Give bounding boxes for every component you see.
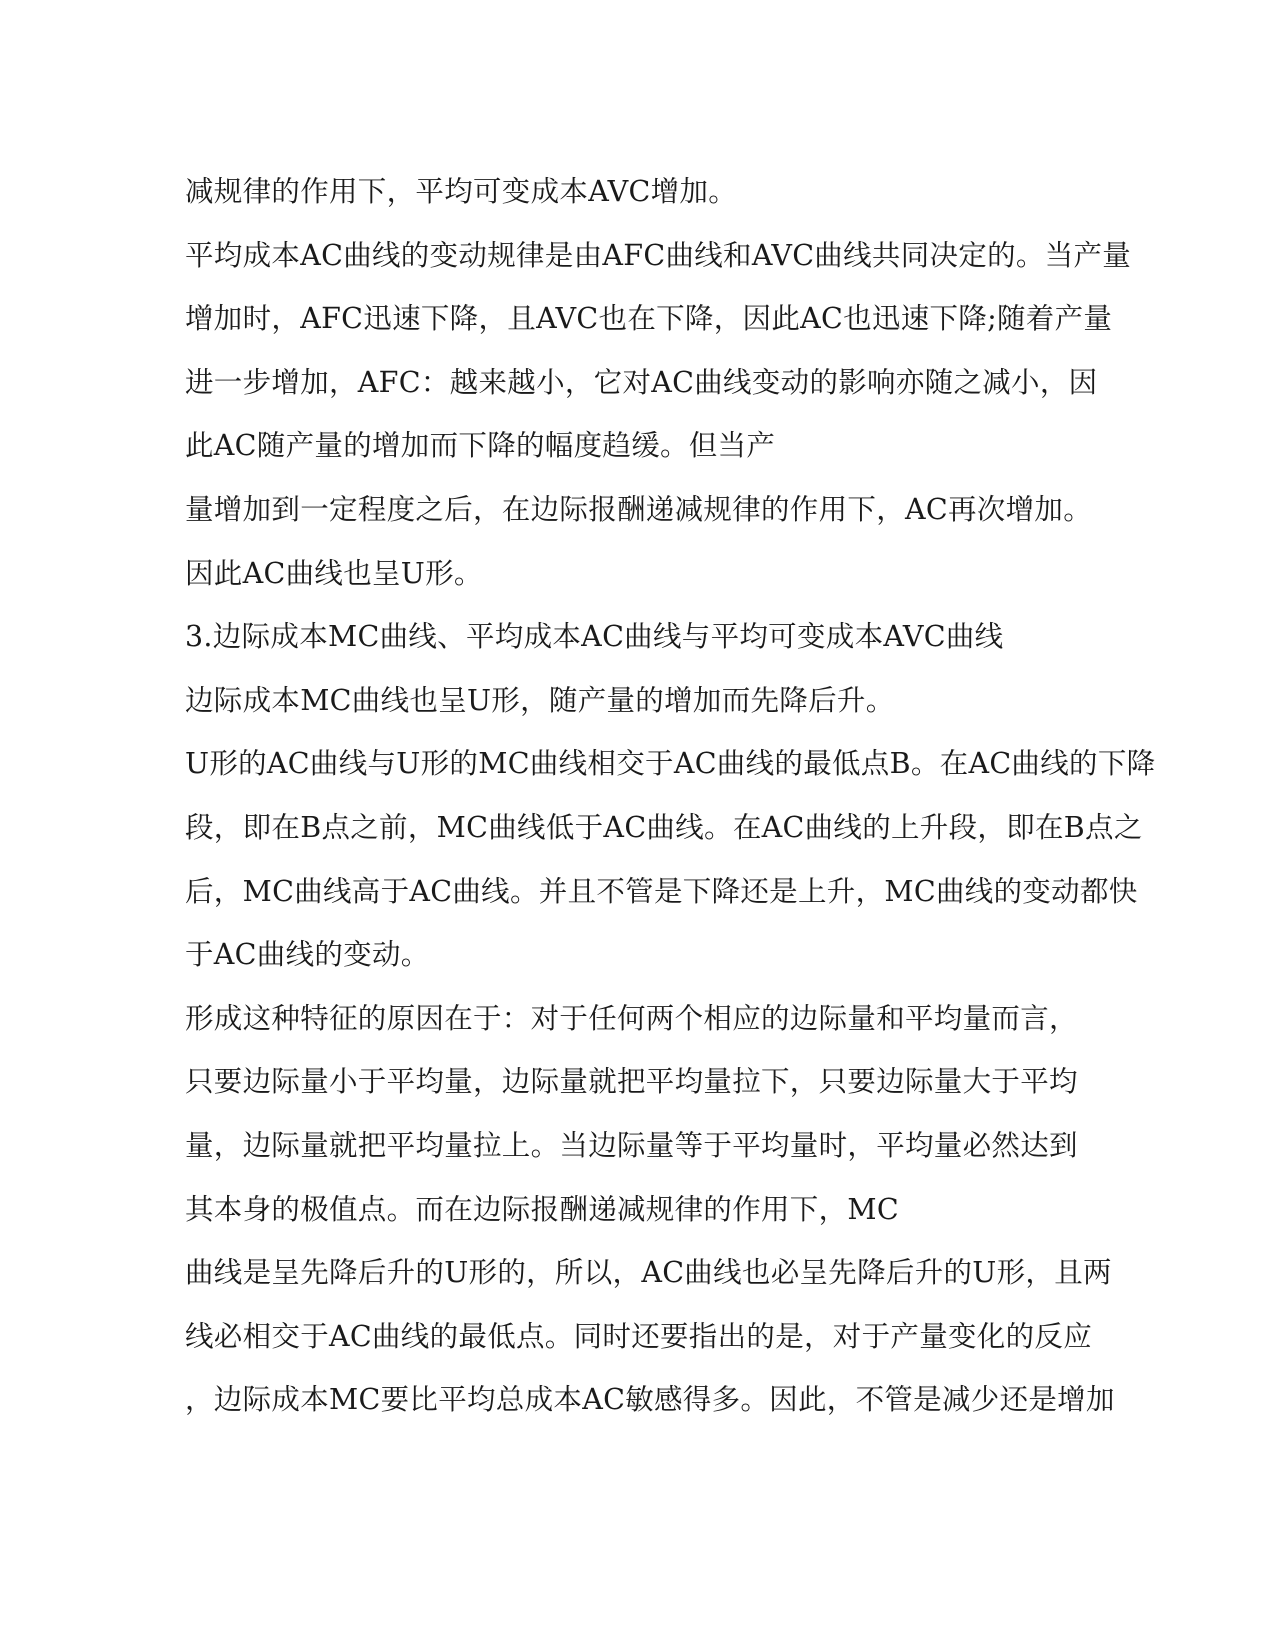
text-line: 曲线是呈先降后升的U形的，所以，AC曲线也必呈先降后升的U形，且两 xyxy=(185,1256,1112,1290)
text-line: 此AC随产量的增加而下降的幅度趋缓。但当产 xyxy=(185,429,776,463)
text-line: 边际成本MC曲线也呈U形，随产量的增加而先降后升。 xyxy=(185,683,895,717)
text-line: 进一步增加，AFC：越来越小，它对AC曲线变动的影响亦随之减小，因 xyxy=(185,365,1098,399)
text-line: ，边际成本MC要比平均总成本AC敏感得多。因此，不管是减少还是增加 xyxy=(185,1383,1115,1417)
text-line: 后，MC曲线高于AC曲线。并且不管是下降还是上升，MC曲线的变动都快 xyxy=(185,874,1138,908)
section-heading: 3.边际成本MC曲线、平均成本AC曲线与平均可变成本AVC曲线 xyxy=(185,620,1004,654)
text-line: 于AC曲线的变动。 xyxy=(185,938,430,972)
text-line: 量增加到一定程度之后，在边际报酬递减规律的作用下，AC再次增加。 xyxy=(185,492,1092,526)
body-text xyxy=(185,160,1156,1432)
text-line: 平均成本AC曲线的变动规律是由AFC曲线和AVC曲线共同决定的。当产量 xyxy=(185,238,1132,272)
text-line: 量，边际量就把平均量拉上。当边际量等于平均量时，平均量必然达到 xyxy=(185,1128,1078,1162)
text-line: 段，即在B点之前，MC曲线低于AC曲线。在AC曲线的上升段，即在B点之 xyxy=(185,810,1143,844)
text-line: 因此AC曲线也呈U形。 xyxy=(185,556,483,590)
text-line: U形的AC曲线与U形的MC曲线相交于AC曲线的最低点B。在AC曲线的下降 xyxy=(185,747,1156,781)
text-line: 只要边际量小于平均量，边际量就把平均量拉下，只要边际量大于平均 xyxy=(185,1065,1078,1099)
text-line: 形成这种特征的原因在于：对于任何两个相应的边际量和平均量而言， xyxy=(185,1001,1078,1035)
text-line: 线必相交于AC曲线的最低点。同时还要指出的是，对于产量变化的反应 xyxy=(185,1319,1092,1353)
text-line: 其本身的极值点。而在边际报酬递减规律的作用下，MC xyxy=(185,1192,899,1226)
text-line: 减规律的作用下，平均可变成本AVC增加。 xyxy=(185,175,738,208)
text-line: 增加时，AFC迅速下降，且AVC也在下降，因此AC也迅速下降;随着产量 xyxy=(185,302,1113,336)
